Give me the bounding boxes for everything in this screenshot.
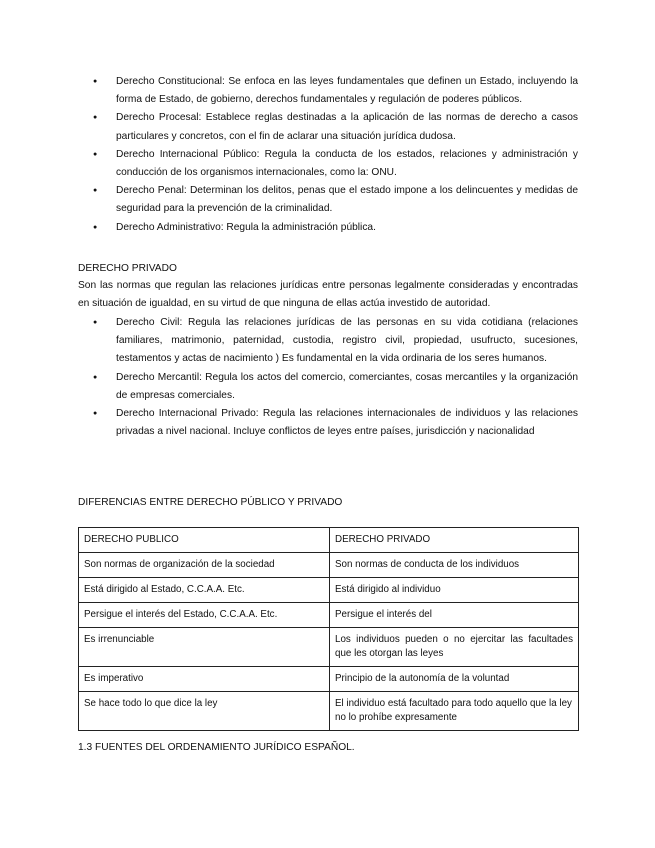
- list-item: ● Derecho Penal: Determinan los delitos, penas que el estado impone a los delincuentes y medidas de seguridad para la prevención de la criminalidad.: [78, 182, 578, 218]
- differences-heading: DIFERENCIAS ENTRE DERECHO PÚBLICO Y PRIVADO: [78, 497, 343, 508]
- list-item: ● Derecho Internacional Privado: Regula las relaciones internacionales de individuos y las relaciones privadas a nivel nacional. Incluye conflictos de leyes entre países, jurisdicción y nacionalidad: [78, 405, 578, 441]
- table-row: [79, 553, 579, 578]
- table-cell: Los individuos pueden o no ejercitar las facultades que les otorgan las leyes: [330, 628, 579, 667]
- table-row: [79, 628, 579, 667]
- table-cell: Está dirigido al individuo: [330, 578, 579, 603]
- list-item: ● Derecho Constitucional: Se enfoca en las leyes fundamentales que definen un Estado, incluyendo la forma de Estado, de gobierno, derechos fundamentales y regulación de poderes públicos.: [78, 73, 578, 109]
- table-cell: Está dirigido al Estado, C.C.A.A. Etc.: [79, 578, 330, 603]
- table-cell: Se hace todo lo que dice la ley: [79, 692, 330, 731]
- table-header-row: [79, 528, 579, 553]
- table-row: [79, 692, 579, 731]
- private-law-intro: Son las normas que regulan las relaciones jurídicas entre personas legalmente consideradas y encontradas en situación de igualdad, en su virtud de que ninguna de ellas actúa investido de autoridad.: [78, 280, 578, 310]
- differences-table: [78, 527, 579, 731]
- table-row: [79, 667, 579, 692]
- table-cell: Es imperativo: [79, 667, 330, 692]
- list-item: ● Derecho Internacional Público: Regula la conducta de los estados, relaciones y administración y conducción de los organismos internacionales, como la: ONU.: [78, 146, 578, 182]
- private-law-heading: DERECHO PRIVADO: [78, 263, 177, 274]
- table-cell: Persigue el interés del Estado, C.C.A.A. Etc.: [79, 603, 330, 628]
- table-cell: Persigue el interés del: [330, 603, 579, 628]
- list-item: ● Derecho Mercantil: Regula los actos del comercio, comerciantes, cosas mercantiles y la organización de empresas comerciales.: [78, 369, 578, 405]
- table-row: [79, 578, 579, 603]
- list-item: ● Derecho Procesal: Establece reglas destinadas a la aplicación de las normas de derecho a casos particulares y concretos, con el fin de aclarar una situación jurídica dudosa.: [78, 109, 578, 145]
- table-cell: Son normas de conducta de los individuos: [330, 553, 579, 578]
- table-header-cell: DERECHO PUBLICO: [79, 528, 330, 553]
- list-item: ● Derecho Civil: Regula las relaciones jurídicas de las personas en su vida cotidiana (relaciones familiares, matrimonio, paternidad, custodia, registro civil, propiedad, usufructo, sucesiones, testamentos y actas de nacimiento ) Es fundamental en la vida ordinaria de los seres humanos.: [78, 314, 578, 369]
- table-header-cell: DERECHO PRIVADO: [330, 528, 579, 553]
- next-section-heading: 1.3 FUENTES DEL ORDENAMIENTO JURÍDICO ESPAÑOL.: [78, 742, 355, 753]
- table-cell: El individuo está facultado para todo aquello que la ley no lo prohíbe expresamente: [330, 692, 579, 731]
- list-item: ● Derecho Administrativo: Regula la administración pública.: [78, 219, 578, 237]
- private-law-list: [78, 314, 578, 441]
- table-cell: Son normas de organización de la sociedad: [79, 553, 330, 578]
- table-row: [79, 603, 579, 628]
- public-law-list: [78, 73, 578, 237]
- table-cell: Es irrenunciable: [79, 628, 330, 667]
- table-cell: Principio de la autonomía de la voluntad: [330, 667, 579, 692]
